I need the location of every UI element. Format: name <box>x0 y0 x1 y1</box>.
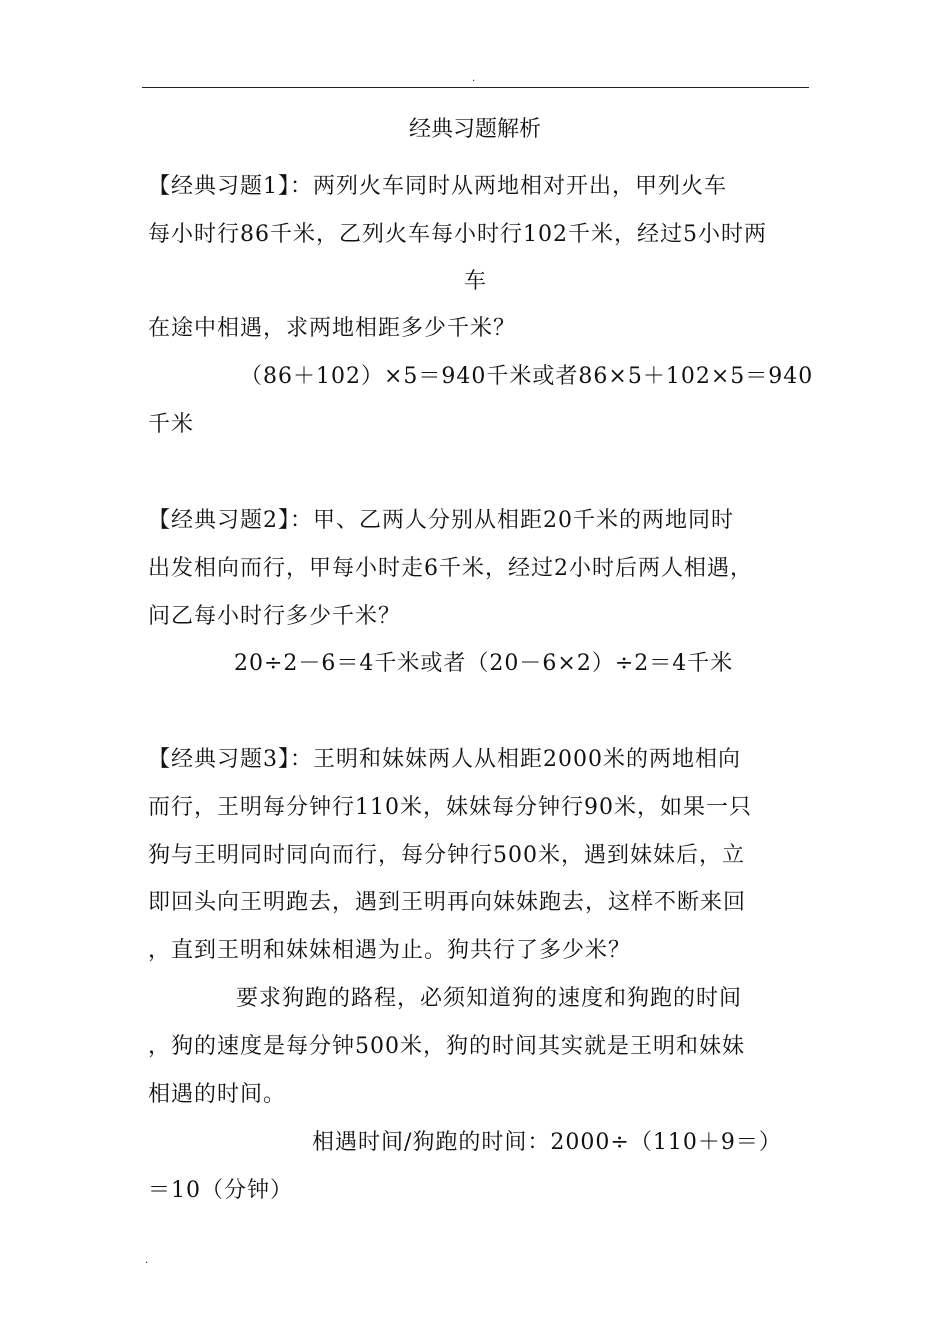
problem-3-line-5: ，直到王明和妹妹相遇为止。狗共行了多少米？ <box>148 938 632 963</box>
header-rule <box>142 87 809 88</box>
header-mark: . <box>472 73 476 84</box>
problem-3-line-3: 狗与王明同时同向而行，每分钟行500米，遇到妹妹后，立 <box>148 843 745 868</box>
page-title: 经典习题解析 <box>408 117 541 142</box>
problem-3-solution-1: 相遇时间/狗跑的时间：2000÷（110＋9＝） <box>312 1130 782 1155</box>
problem-3-analysis-1: 要求狗跑的路程，必须知道狗的速度和狗跑的时间 <box>236 986 743 1011</box>
problem-2-line-1: 【经典习题2】：甲、乙两人分别从相距20千米的两地同时 <box>148 508 734 533</box>
problem-2-line-2: 出发相向而行，甲每小时走6千米，经过2小时后两人相遇， <box>148 556 753 581</box>
problem-3-line-1: 【经典习题3】：王明和妹妹两人从相距2000米的两地相向 <box>148 747 741 772</box>
problem-3-analysis-3: 相遇的时间。 <box>148 1082 287 1107</box>
problem-3-line-4: 即回头向王明跑去，遇到王明再向妹妹跑去，这样不断来回 <box>148 890 747 915</box>
problem-1-solution-2: 千米 <box>148 412 195 437</box>
problem-1-solution-1: （86＋102）×5＝940千米或者86×5＋102×5＝940 <box>240 364 814 389</box>
problem-1-line-4: 在途中相遇，求两地相距多少千米？ <box>148 316 517 341</box>
problem-1-line-2: 每小时行86千米，乙列火车每小时行102千米，经过5小时两 <box>148 222 767 247</box>
problem-2-line-3: 问乙每小时行多少千米？ <box>148 604 402 629</box>
footer-mark: . <box>145 1255 149 1266</box>
problem-3-line-2: 而行，王明每分钟行110米，妹妹每分钟行90米，如果一只 <box>148 795 752 820</box>
problem-3-analysis-2: ，狗的速度是每分钟500米，狗的时间其实就是王明和妹妹 <box>148 1034 745 1059</box>
problem-1-line-1: 【经典习题1】：两列火车同时从两地相对开出，甲列火车 <box>148 174 727 199</box>
problem-2-solution: 20÷2－6＝4千米或者（20－6×2）÷2＝4千米 <box>234 651 734 676</box>
problem-1-line-3: 车 <box>464 269 488 294</box>
problem-3-solution-2: ＝10（分钟） <box>148 1178 293 1203</box>
